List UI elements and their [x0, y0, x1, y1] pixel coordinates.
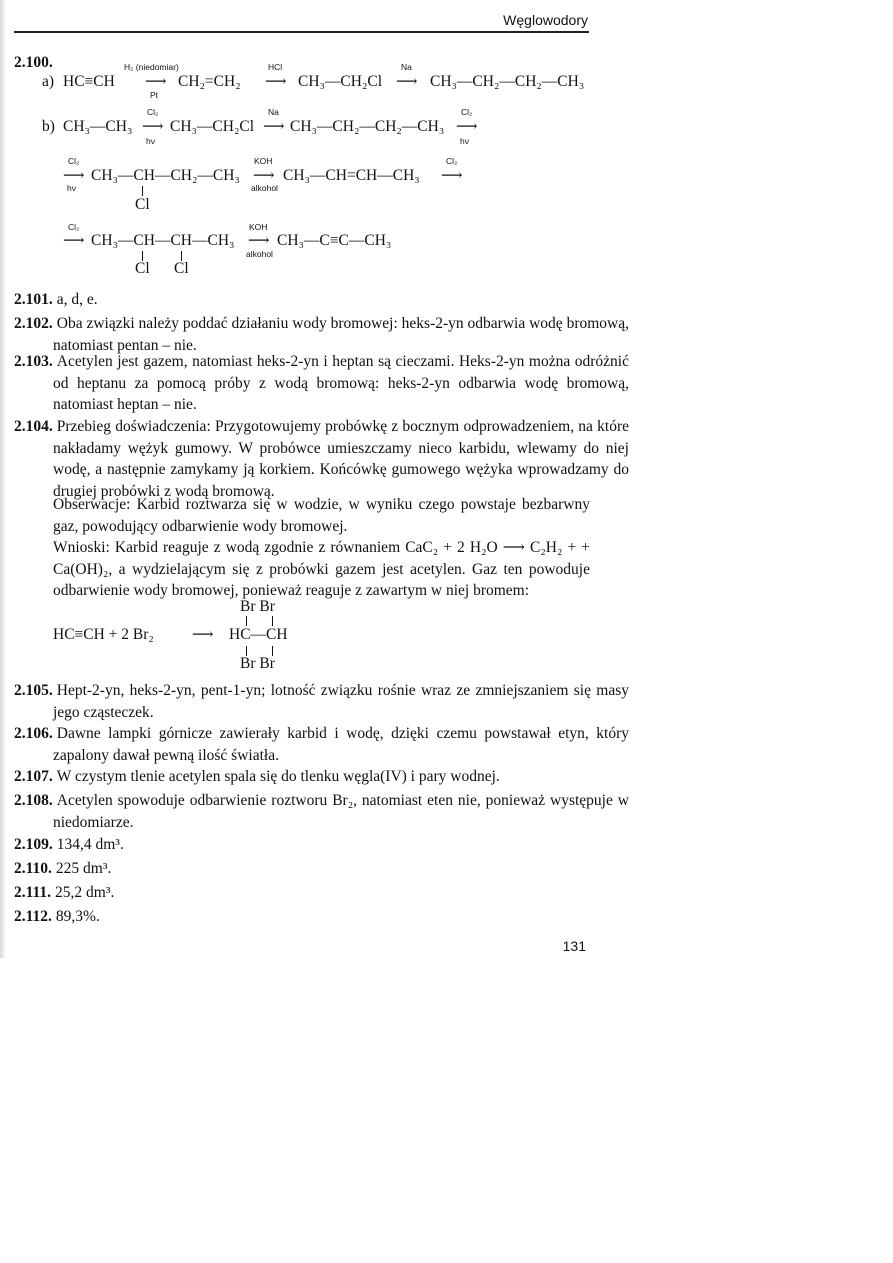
b-2-chlorobutane-substituent: Cl [135, 196, 150, 213]
answer-2-106: 2.106. Dawne lampki górnicze zawierały karbid i wodę, dzięki czemu powstawał etyn, który zapalony dawał pewną ilość światła. [14, 725, 629, 764]
b-condition-1: hν [146, 136, 155, 146]
page-number: 131 [562, 938, 586, 954]
answer-2-107: 2.107. W czystym tlenie acetylen spala się do tlenku węgla(IV) i pary wodnej. [14, 768, 500, 785]
answer-2-104-observations: Obserwacje: Karbid roztwarza się w wodzie, w wyniku czego powstaje bezbarwny gaz, powodujący odbarwienie wody bromowej. [53, 496, 590, 535]
a-catalyst-1: Pt [150, 90, 159, 100]
b-dichlorobutane-substituent-1: Cl [135, 260, 150, 277]
b-dichlorobutane: CH₃—CH—CH—CH₃ [91, 232, 235, 249]
bromine-top: Br Br [240, 598, 275, 615]
answer-2-111: 2.111. 25,2 dm³. [14, 884, 115, 901]
bond-line [246, 616, 247, 626]
bond-line [142, 186, 143, 196]
a-reagent-1: H₂ (niedomiar) [124, 62, 179, 72]
b-2-chlorobutane: CH₃—CH—CH₂—CH₃ [91, 167, 240, 184]
answer-2-108: 2.108. Acetylen spowoduje odbarwienie roztworu Br₂, natomiast eten nie, ponieważ występuje w niedomiarze. [14, 792, 629, 831]
a-reagent-2: HCl [268, 62, 283, 72]
bond-line [272, 616, 273, 626]
b-reagent-5: KOH [254, 156, 273, 166]
b-reagent-4: Cl₂ [68, 156, 80, 166]
b-dichlorobutane-substituent-2: Cl [174, 260, 189, 277]
reaction-arrow: ⟶ [253, 168, 275, 184]
reaction-arrow: ⟶ [142, 119, 164, 135]
a-ethene: CH₂=CH₂ [178, 73, 241, 90]
part-b-label: b) [42, 118, 55, 135]
header-rule [14, 31, 589, 33]
answer-2-101: 2.101. a, d, e. [14, 291, 98, 308]
answer-2-103: 2.103. Acetylen jest gazem, natomiast heks-2-yn i heptan są cieczami. Heks-2-yn można odróżnić od heptanu za pomocą próby z wodą bromową: heks-2-yn odbarwia wodę bromową, natomiast heptan – nie. [14, 353, 629, 413]
reaction-arrow: ⟶ [63, 168, 85, 184]
a-ethyne: HC≡CH [63, 73, 115, 90]
problem-number-2-100: 2.100. [14, 54, 53, 71]
a-butane: CH₃—CH₂—CH₂—CH₃ [430, 73, 585, 90]
b-reagent-6: Cl₂ [446, 156, 458, 166]
b-but-2-yne: CH₃—C≡C—CH₃ [277, 232, 392, 249]
page-edge-shadow [0, 0, 6, 958]
a-reagent-3: Na [401, 62, 412, 72]
b-chloroethane: CH₃—CH₂Cl [170, 118, 255, 135]
answer-2-109: 2.109. 134,4 dm³. [14, 836, 124, 853]
b-condition-4: hν [67, 183, 76, 193]
reaction-arrow: ⟶ [263, 119, 285, 135]
b-but-2-ene: CH₃—CH=CH—CH₃ [283, 167, 420, 184]
b-condition-3: hν [460, 136, 469, 146]
reaction-arrow: ⟶ [248, 233, 270, 249]
b-reagent-2: Na [268, 107, 279, 117]
b-ethane: CH₃—CH₃ [63, 118, 133, 135]
bromination-equation-left: HC≡CH + 2 Br₂ [53, 626, 154, 643]
answer-2-104-procedure: 2.104. Przebieg doświadczenia: Przygotowujemy probówkę z bocznym odprowadzeniem, na które nakładamy wężyk gumowy. W probówce umieszczamy nieco karbidu, wlewamy do niej wodę, a następnie zamykamy ją korkiem. Końcówkę gumowego wężyka wprowadzamy do drugiej probówki z wodą bromową. [14, 418, 629, 500]
answer-2-102: 2.102. Oba związki należy poddać działaniu wody bromowej: heks-2-yn odbarwia wodę bromową, natomiast pentan – nie. [14, 315, 629, 354]
answer-2-110: 2.110. 225 dm³. [14, 860, 112, 877]
section-header: Węglowodory [503, 12, 588, 28]
reaction-arrow: ⟶ [396, 74, 418, 90]
reaction-arrow: ⟶ [265, 74, 287, 90]
b-reagent-7: Cl₂ [68, 222, 80, 232]
reaction-arrow: ⟶ [63, 233, 85, 249]
reaction-arrow: ⟶ [145, 74, 167, 90]
b-reagent-8: KOH [249, 222, 268, 232]
reaction-arrow: ⟶ [456, 119, 478, 135]
reaction-arrow: ⟶ [441, 168, 463, 184]
bromination-equation-right: HC—CH [229, 626, 288, 643]
b-condition-8: alkohol [246, 249, 273, 259]
b-condition-5: alkohol [251, 183, 278, 193]
answer-2-105: 2.105. Hept-2-yn, heks-2-yn, pent-1-yn; lotność związku rośnie wraz ze zmniejszaniem się masy jego cząsteczek. [14, 682, 629, 721]
reaction-arrow: ⟶ [192, 627, 214, 643]
part-a-label: a) [42, 73, 55, 90]
answer-2-112: 2.112. 89,3%. [14, 908, 100, 925]
a-chloroethane: CH₃—CH₂Cl [298, 73, 383, 90]
answer-2-104-conclusions: Wnioski: Karbid reaguje z wodą zgodnie z równaniem CaC₂ + 2 H₂O ⟶ C₂H₂ + + Ca(OH)₂, a wydzielającym się z probówki gazem jest acetylen. Gaz ten powoduje odbarwienie wody bromowej, ponieważ reaguje z zawartym w niej bromem: [53, 539, 590, 599]
b-reagent-1: Cl₂ [147, 107, 159, 117]
bromine-bottom: Br Br [240, 655, 275, 672]
b-reagent-3: Cl₂ [461, 107, 473, 117]
b-butane: CH₃—CH₂—CH₂—CH₃ [290, 118, 445, 135]
